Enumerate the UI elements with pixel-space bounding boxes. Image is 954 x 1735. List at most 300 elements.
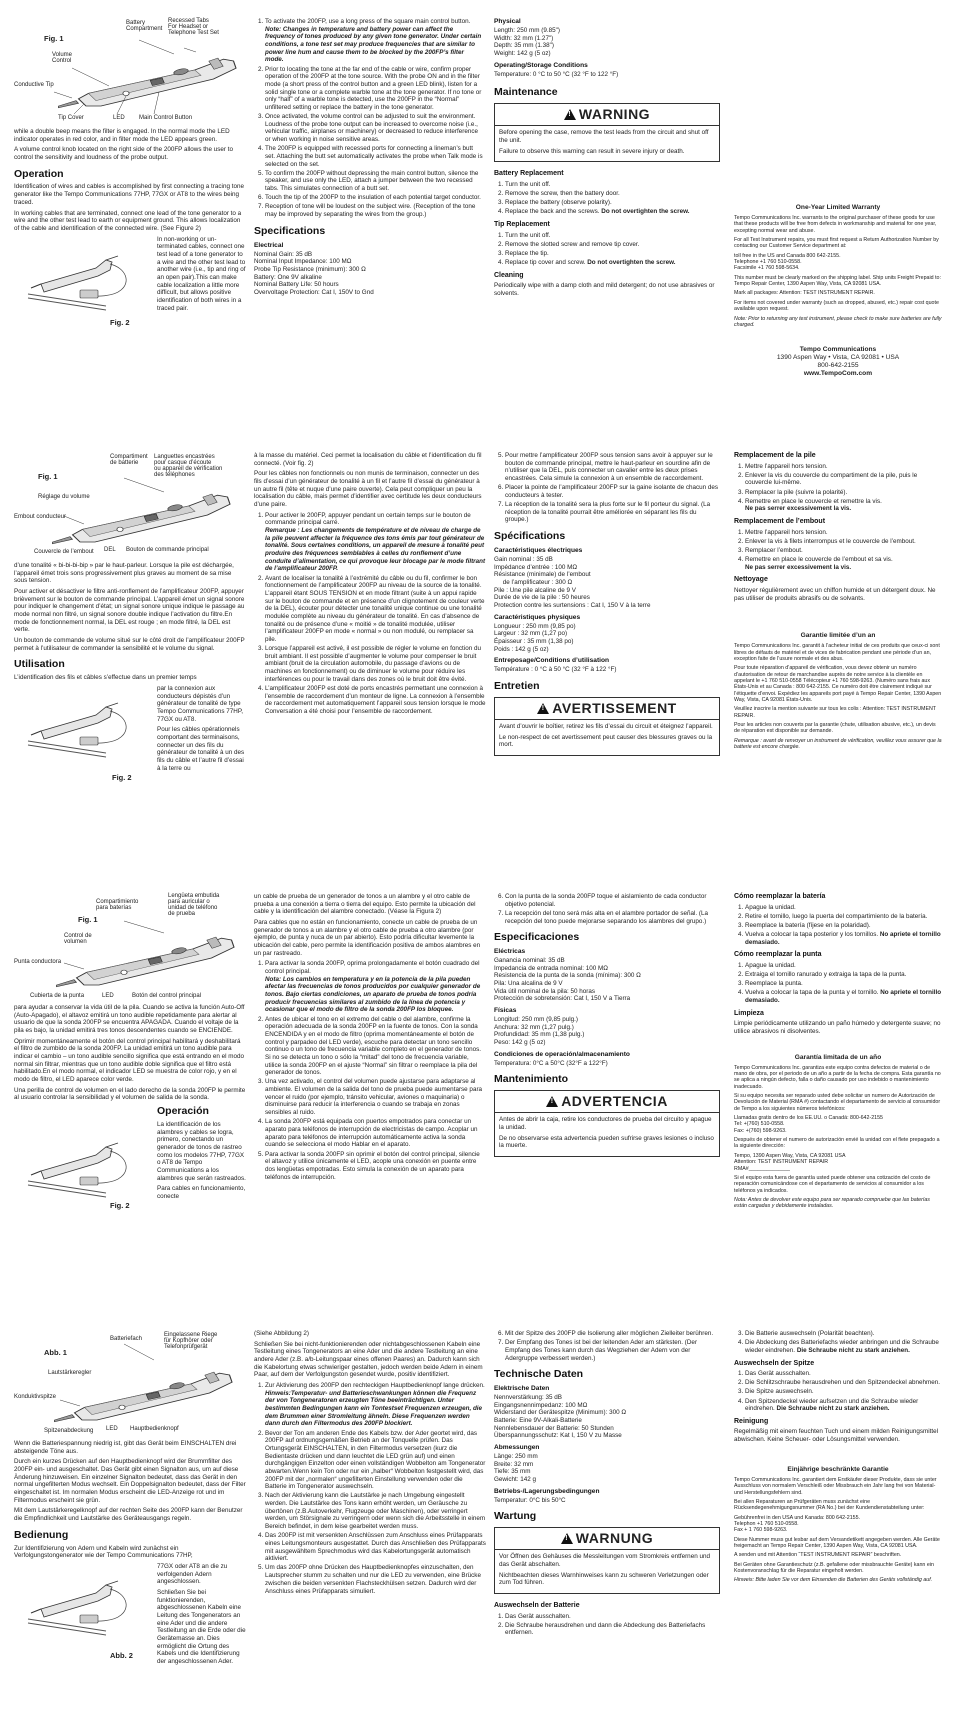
fr-column-4: [734, 452, 942, 754]
fr-spec: Impédance d’entrée : 100 MΩ: [494, 563, 578, 571]
de-warning-text-2: Nichtbeachten dieses Warnhinweises kann zu schweren Verletzungen oder zum Tod führen.: [499, 1571, 709, 1587]
de-warranty-note: Hinweis: Bitte laden Sie vor dem Einsenden die Batterien des Geräts vollständig auf.: [734, 1577, 933, 1584]
es-battery-step: 2. Retire el tornillo, luego la puerta del compartimiento de la batería.: [745, 913, 942, 921]
de-warranty-p: Bei Geräten ohne Garantieschutz (z.B. gefallene oder missbrauchte Geräte) kann ein Kostenvoranschlag für die Reparatur eingeholt werden.: [734, 1561, 934, 1574]
fr-step-7: 7. La réception de la tonalité sera la plus forte sur le fil porteur du signal. (La réception de la tonalité pourrait être améliorée en séparant les fils du groupe.): [505, 501, 720, 524]
de-conditions-heading: Betriebs-/Lagerungsbedingungen: [494, 1487, 600, 1495]
en-intro: while a double beep means the filter is engaged. In the normal mode the LED indicator operates in red color, and in filter mode the LED appears green.: [14, 128, 230, 143]
fr-tip-caution: Ne pas serrer excessivement la vis.: [745, 563, 852, 571]
fr-spec: Épaisseur : 35 mm (1,38 po): [494, 637, 574, 645]
fr-usage-heading: Utilisation: [14, 658, 65, 671]
en-battery-caution: Do not overtighten the screw.: [601, 208, 690, 216]
en-tip-list: [494, 232, 720, 267]
en-tip-step: 1. Turn the unit off.: [505, 232, 720, 240]
de-step-1: [265, 1382, 486, 1428]
de-operation-3: Schließen Sie bei funktionierenden, abgeschlossenen Kabeln eine Leitung des Tongenerators an eine Ader und die andere Testleitung an die Erde oder die Gerätemasse an. Dies ermöglicht die Ortung des Kabels und die Identifizierung der angeschlossenen Ader.: [157, 1588, 246, 1665]
fr-step-5: 5. Pour mettre l’amplificateur 200FP sous tension sans avoir à appuyer sur le bouton de commande principal, mettre le haut-parleur en sourdine afin de n’utiliser que la DEL, puis connecter un cavalier entre les deux prises encastrées. Cela simule la connexion à un ensemble de raccordement.: [505, 452, 720, 483]
es-figure-1-title: Fig. 1: [78, 915, 98, 924]
es-step-1-text: Para activar la sonda 200FP, oprima prolongadamente el botón cuadrado del control principal.: [265, 960, 480, 976]
es-figure-1-probe-diagram: [14, 893, 246, 1005]
de-label-volume: Lautstärkeregler: [48, 1370, 92, 1376]
de-operation-heading: Bedienung: [14, 1528, 69, 1541]
es-step-4: 4. La sonda 200FP está equipada con puertos empotrados para conectar un aparato para teléfonos de interrupción de electricistas de campo. Acoplar un aparato para teléfonos de interrupción automáticamente activa la sonda cuando se selecciona el modo Hablar en el aparato.: [265, 1118, 486, 1149]
es-warranty-p: Llamadas gratis dentro de los EE.UU. o Canadá: 800-642-2155 Tel: +(760) 510-0558. Fax: +(760) 598-9263.: [734, 1115, 883, 1134]
es-label-recessed: Lengüeta embutida para auricular o unidad de teléfono de prueba: [168, 893, 220, 917]
de-maintenance-heading: Wartung: [494, 1510, 537, 1523]
fr-battery-step: 1. Mettre l’appareil hors tension.: [745, 463, 942, 471]
es-warranty-p: Si el equipo esta fuera de garantía usted puede obtener una cotización del costo de reparación comunicándose con el departamento de servicios al consumidor a los teléfonos ya indicados.: [734, 1174, 931, 1194]
en-operation-1: Identification of wires and cables is accomplished by first connecting a tracing tone generator like the Tempo Communications 77HP, 77GX or AT8 to the wires being traced.: [14, 183, 244, 206]
es-label-conductive: Punta conductora: [14, 959, 62, 965]
es-warranty-heading: Garantía limitada de un año: [794, 1053, 882, 1061]
fr-tip-step: [745, 556, 942, 571]
en-step-4: 4. The 200FP is equipped with recessed ports for connecting a lineman’s butt set. Attaching the butt set automatically activates the probe when Talk mode is selected on the set.: [265, 145, 484, 168]
es-cleaning-heading: Limpieza: [734, 1009, 764, 1017]
fr-warning-word: AVERTISSEMENT: [552, 699, 677, 716]
es-note: Nota: Los cambios en temperatura y en la potencia de la pila pueden afectar las frecuencias de tonos producidos por cualquier generador de tonos. Bajo ciertas condiciones, un aparato de prueba de tonos podría producir frecuencias similares al zumbido de la línea de potencia y ocasionar que el modo de filtro de la sonda 200FP los bloquee.: [265, 975, 481, 1014]
es-step-2: 2. Antes de ubicar el tono en el extremo del cable o del alambre, confirme la operación adecuada de la sonda 200FP en la fuente de tonos. Con la sonda ENCENDIDA y en el modo de filtro (oprima momentáneamente el botón de control y parpadeo del LED verde), escuche para detectar un tono sencillo continuo o un tono de frecuencia variable completo en el generador de tonos. Si no se detecta un tono o sólo la “mitad” del tono de frecuencia variable, utilice la sonda 200FP en el ajuste “Normal” sin filtrar o reemplace la pila del generador de tonos.: [265, 1016, 486, 1077]
fr-step-6: 6. Placer la pointe de l’amplificateur 200FP sur la gaine isolante de chacun des conducteurs à tester.: [505, 484, 720, 499]
es-operation-1: La identificación de los alambres y cables se logra, primero, conectando un generador de tonos de rastreo como los modelos 77HP, 77GX o AT8 de Tempo Communications a los alambres que serán rastreados.: [157, 1120, 246, 1182]
label-main-control-button: Main Control Button: [139, 115, 193, 121]
es-electrical-heading: Eléctricas: [494, 947, 526, 955]
en-warranty-p: For items not covered under warranty (such as dropped, abused, etc.) repair cost quote available upon request.: [734, 299, 939, 313]
en-warranty-note: Note: Prior to returning any test instrument, please check to make sure batteries are fully charged.: [734, 315, 942, 328]
en-electrical-heading: Electrical: [254, 241, 284, 249]
es-step-3: 3. Una vez activado, el control del volumen puede ajustarse para adaptarse al ambiente. El volumen de la salida del tono de prueba puede aumentarse para vencer el ruido (por ejemplo, tránsito vehicular, aviones o maquinaria) o disminuirse para reducir la interferencia o cuando se trabaja en zonas sensibles al ruido.: [265, 1078, 486, 1116]
fr-warning-text-2: Le non-respect de cet avertissement peut causer des blessures graves ou la mort.: [499, 733, 713, 749]
label-volume-control: Volume Control: [52, 52, 73, 64]
de-warning-word: WARNUNG: [575, 1530, 654, 1547]
de-warranty-p: Diese Nummer muss gut lesbar auf dem Versandetikett angegeben werden. Alle Geräte freigemacht an Tempo Repair Center, 1390 Aspen Way, Vista, CA 92081 USA.: [734, 1536, 940, 1549]
de-spec: Widerstand der Gerätespitze (Minimum): 300 Ω: [494, 1409, 627, 1417]
es-battery-step: 1. Apague la unidad.: [745, 904, 942, 912]
de-electrical-heading: Elektrische Daten: [494, 1384, 550, 1392]
en-cleaning-heading: Cleaning: [494, 271, 524, 279]
fr-usage-3: Pour les câbles opérationnels comportant des terminaisons, connecter un des fils du générateur de tonalité à un des fils du câble et l’autre fil d’essai à la terre ou: [157, 726, 245, 772]
de-continued-2: Schließen Sie bei nicht-funktionierenden oder nichtabgeschlossenen Kabeln eine Testleitung eines Tongenerators an eine Ader und die andere Testleitung an eine andere Ader (z.B. a/b-Leitungspaar eines offenen Paares) an. Dadurch kann sich die Kabelortung etwas schwieriger gestalten, jedoch werden beide Adern in einem Paar, auf dem der Verfolgungston gesendet wurde, positiv identifiziert.: [254, 1340, 483, 1379]
de-note: Hinweis:Temperatur- und Batterieschwankungen können die Frequenz der von Tongeneratoren erzeugten Töne beeinträchtigen. Unter bestimmten Bedingungen kann ein Tontestset Frequenzen erzeugen, die dem Brummen einer Stromleitung ähneln. Diese Frequenzen werden dann durch den Filtermodus des 200FP blockiert.: [265, 1389, 483, 1428]
es-operation-2: Para cables en funcionamiento, conecte: [157, 1185, 246, 1200]
de-procedure-list-continued: [494, 1330, 720, 1362]
fr-warranty-p: Pour toute réparation d’appareil de vérification, vous devez obtenir un numéro d’autorisation de retour de marchandise auprès de notre service à la clientèle en appelant le +1 760 510-0558 Télécopieur +1 760 598-9263. (Numéro sans frais aux États-Unis et au Canada : 800 642-2155. Ce numéro doit être clairement indiqué sur l’étiquette d’envoi. Expédiez les appareils port payé à Tempo Repair Center, 1390 Aspen Way, Vista, CA 92081 États-Unis.: [734, 665, 942, 704]
es-tip-step: [745, 989, 942, 1004]
de-step-1-text: Zur Aktivierung des 200FP den rechteckigen Hauptbedienknopf lange drücken.: [265, 1382, 485, 1390]
en-column-4: [734, 200, 942, 378]
fr-battery-caution: Ne pas serrer excessivement la vis.: [745, 505, 852, 513]
es-specifications-heading: Especificaciones: [494, 931, 580, 944]
de-step-6: 6. Mit der Spitze des 200FP die Isolierung aller möglichen Zielleiter berühren.: [505, 1330, 720, 1338]
de-step-3: 3. Nach der Aktivierung kann die Lautstärke je nach Umgebung eingestellt werden. Die Lautstärke des Tons kann erhöht werden, um Geräusche zu übertönen (z.B.Autoverkehr, Flugzeuge oder Maschinen), oder verringert werden, um Störsignale zu verringern oder wenn sich die Arbeitsstelle in einem Bereich befindet, in dem leise gearbeitet werden muss.: [265, 1492, 486, 1530]
fr-tip-step: 1. Mettre l’appareil hors tension.: [745, 529, 942, 537]
es-column-3: [494, 893, 720, 1165]
fr-step-1-text: Pour activer le 200FP, appuyer pendant un certain temps sur le bouton de commande principal carré.: [265, 511, 471, 527]
de-continued-1: (Siehe Abbildung 2): [254, 1330, 309, 1337]
figure-1-probe-diagram: [14, 18, 244, 130]
spanish-section: [0, 893, 954, 1313]
de-figure-1-probe-diagram: [14, 1330, 246, 1440]
de-warranty-heading: Einjährige beschränkte Garantie: [787, 1465, 889, 1473]
de-battery-step: 3. Die Batterie auswechseln (Polarität beachten).: [745, 1330, 942, 1338]
es-physical-heading: Físicas: [494, 1007, 517, 1015]
de-tip-step: 3. Die Spitze auswechseln.: [745, 1388, 942, 1396]
german-section: [0, 1330, 954, 1735]
es-probe-illustration: [14, 893, 246, 1005]
fr-usage-2: par la connexion aux conducteurs dépistés d’un générateur de tonalité de type Tempo Communications 77HP, 77GX ou AT8.: [157, 684, 243, 723]
es-intro: para ayudar a conservar la vida útil de la pila. Cuando se activa la función Auto-Off (Auto-Apagado), el altavoz emitirá un tono audible repetidamente para alertar al usuario de que la sonda 200FP se encuentra APAGADA. Cuando el voltaje de la pila es bajo, la unidad emitirá tres tonos descendentes cuando se ENCIENDE.: [14, 1004, 245, 1035]
es-volume-paragraph: Una perilla de control de volumen en el lado derecho de la sonda 200FP le permite al usuario controlar la sensibilidad y el volumen de salida de la sonda.: [14, 1086, 246, 1102]
de-column-1: [14, 1440, 246, 1683]
de-warning-box: [494, 1527, 720, 1594]
de-label-tip-cover: Spitzenabdeckung: [44, 1428, 94, 1434]
es-warning-word: ADVERTENCIA: [561, 1093, 668, 1110]
es-battery-caution: No apriete el tornillo demasiado.: [745, 931, 941, 946]
de-spec: Nennverstärkung: 35 dB: [494, 1394, 562, 1402]
fr-warning-box: [494, 697, 720, 756]
es-step-1: [265, 960, 486, 1014]
fr-column-1: [14, 562, 246, 795]
label-tip-cover: Tip Cover: [58, 115, 84, 121]
es-warranty-p: Después de obtener el numero de autorización envié la unidad con el flete prepagado a la siguiente dirección:: [734, 1137, 940, 1150]
es-filter-paragraph: Oprimir momentáneamente el botón del control principal habilitará y deshabilitará el filtro de zumbido de la sonda 200FP. La unidad emitirá un tono audible para indicar el cambio – un tono audible sencillo significa que está entrando en el modo normal sin filtrar, mientras que un tono audible doble significa que el filtro está habilitado.En el modo normal, el indicador LED se muestra de color rojo, y en el modo de filtro, el LED aparece color verde.: [14, 1037, 244, 1084]
es-warning-header: [495, 1091, 719, 1113]
de-tip-step: 1. Das Gerät ausschalten.: [745, 1370, 942, 1378]
es-operation-heading: Operación: [157, 1105, 209, 1118]
es-tip-step: 2. Extraiga el tornillo ranurado y extraiga la tapa de la punta.: [745, 971, 942, 979]
en-step-1-text: To activate the 200FP, use a long press of the square main control button.: [265, 18, 471, 25]
de-column-3: [494, 1330, 720, 1640]
fr-battery-step: [745, 498, 942, 513]
es-column-2: [254, 893, 486, 1184]
fr-step-2: 2. Avant de localiser la tonalité à l’extrémité du câble ou du fil, confirmer le bon fonctionnement de l’amplificateur 200FP au niveau de la source de la tonalité. L’appareil étant SOUS TENSION et en mode filtrant (suite à un appui rapide sur le bouton de commande et en présence d’un clignotement de couleur verte de la DEL), écouter pour détecter une tonalité unique continue ou une tonalité modulée complète au niveau du générateur de tonalité. En cas d’absence de tonalité ou de présence d’une « moitié » de tonalité modulée, utiliser l’amplificateur 200FP en mode « normal » ou non modulé, ou remplacer sa pile.: [265, 575, 486, 644]
de-tip-step: 2. Die Schlitzschraube herausdrehen und den Spitzendeckel abnehmen.: [745, 1379, 942, 1387]
de-step-4: 4. Das 200FP ist mit versenkten Anschlüssen zum Anschluss eines Prüfapparats eines Leitungsmonteurs ausgestattet. Durch das Anschließen des Prüfapparats mit ausgewähltem Sprechmodus wird das Kabelortungsgerät automatisch aktiviert.: [265, 1532, 486, 1563]
de-warning-text-1: Vor Öffnen des Gehäuses die Messleitungen vom Stromkreis entfernen und das Gerät abschalten.: [499, 1553, 710, 1569]
de-label-battery: Batteriefach: [110, 1336, 143, 1342]
de-battery-list: [494, 1613, 720, 1638]
de-spec: Breite: 32 mm: [494, 1460, 534, 1468]
en-operation-2: In working cables that are terminated, connect one lead of the tone generator to a wire and the other test lead to earth or equipment ground. This allows localization of the cable and identification of the connected wire. (See Figure 2): [14, 209, 242, 232]
de-spec: Tiefe: 35 mm: [494, 1468, 531, 1476]
en-column-1: [14, 128, 246, 336]
de-tip-caution: Die Schraube nicht zu stark anziehen.: [776, 1405, 890, 1413]
de-warranty-p: Bei allen Reparaturen an Prüfgeräten muss zunächst eine Rücksendegenehmigungsnummer (RA No.) bei der Kundendienstabteilung unter:: [734, 1498, 925, 1512]
warning-triangle-icon: [537, 703, 549, 714]
fr-spec: Largeur : 32 mm (1,27 po): [494, 630, 568, 638]
en-electrical-specs: [254, 251, 484, 297]
de-step-2: 2. Bevor der Ton am anderen Ende des Kabels bzw. der Ader geortet wird, das 200FP auf ordnungsgemäßen Betrieb an der Tonquelle prüfen. Das Ortungsgerät EINSCHALTEN, in den Filtermodus versetzen (kurz die Bedientaste drücken und dann leuchtet die LED grün auf) und einen durchgängigen Einzelton oder einen vollständigen Wobbelton am Tongenerator abwarten.Wenn kein Ton oder nur ein „halber“ Wobbelton festgestellt wird, das 200FP mit der „normalen“ ungefilterten Einstellung verwenden oder die Batterie im Tongenerator auswechseln.: [265, 1430, 486, 1491]
en-tip-step: 3. Replace the tip.: [505, 250, 720, 258]
de-label-led: LED: [106, 1426, 118, 1432]
fr-continued-1: à la masse du matériel. Ceci permet la localisation du câble et l’identification du fil connecté. (Voir fig. 2): [254, 452, 482, 467]
fr-figure-2-title: Fig. 2: [112, 772, 132, 782]
fr-volume-paragraph: Un bouton de commande de volume situé sur le côté droit de l’amplificateur 200FP permet à l’utilisateur de commander la sensibilité et le volume du signal.: [14, 637, 245, 652]
en-conditions-heading: Operating/Storage Conditions: [494, 61, 588, 69]
es-spec: Resistencia de la punta de la sonda (mínima): 300 Ω: [494, 972, 641, 980]
es-warning-text-2: De no observarse esta advertencia pueden sufrirse graves lesiones o incluso la muerte.: [499, 1134, 714, 1150]
de-spec: Eingangsnennimpedanz: 100 MΩ: [494, 1401, 588, 1409]
en-spec-weight: Weight: 142 g (5 oz): [494, 50, 551, 58]
de-step-5: 5. Um das 200FP ohne Drücken des Hauptbedienknopfes einzuschalten, den Lautsprecher stumm zu schalten und nur die LED zu verwenden, eine Brücke zwischen die beiden versenkten Flachsteckhülsen setzen. Dadurch wird der Anschluss eines Prüfapparats simuliert.: [265, 1564, 486, 1595]
es-battery-step-4-text: Vuelva a colocar la tapa posterior y los tornillos.: [745, 931, 880, 939]
fr-note: Remarque : Les changements de température et de niveau de charge de la pile peuvent affecter la fréquence des tons émis par tout générateur de tonalité. Sous certaines conditions, un appareil de mesure à tonalité peut produire des fréquences semblables à celles du ronflement d’une conduite d’alimentation, ce qui provoque leur blocage par le mode filtrant de l’amplificateur 200FP.: [265, 527, 486, 573]
en-volume-paragraph: A volume control knob located on the right side of the 200FP allows the user to control the sensitivity and loudness of the probe output.: [14, 146, 234, 162]
fr-battery-step-4-text: Remettre en place le couvercle et remettre la vis.: [745, 497, 882, 505]
fr-step-4: 4. L’amplificateur 200FP est doté de ports encastrés permettant une connexion à l’ensemble de raccordement d’un monteur de ligne. La connexion à l’ensemble de raccordement met automatiquement l’appareil sous tension lorsque le mode Conversation a été choisi pour l’ensemble de raccordement.: [265, 685, 486, 716]
fr-column-2: [254, 452, 486, 719]
company-name: Tempo Communications: [799, 346, 877, 354]
de-spec: Batterie: Eine 9V-Alkali-Batterie: [494, 1417, 582, 1425]
warning-triangle-icon: [564, 109, 576, 120]
de-physical-heading: Abmessungen: [494, 1444, 540, 1452]
de-probe-illustration: [14, 1330, 246, 1440]
fr-label-conductive: Embout conducteur: [14, 514, 67, 520]
fr-conditions-heading: Entreposage/Conditions d’utilisation: [494, 657, 610, 665]
en-spec-battery-life: Nominal Battery Life: 50 hours: [254, 281, 339, 289]
fr-probe-illustration: [14, 452, 246, 562]
de-specifications-heading: Technische Daten: [494, 1368, 584, 1381]
de-tip-step-4-text: Den Spitzendeckel wieder aufsetzen und die Schraube wieder eindrehen.: [745, 1397, 919, 1413]
fr-battery-list: [734, 463, 942, 514]
es-label-main-button: Botón del control principal: [132, 993, 202, 999]
fr-spec: Longueur : 250 mm (9,85 po): [494, 622, 576, 630]
fr-figure-1-title: Fig. 1: [38, 472, 58, 481]
fr-step-1: [265, 512, 486, 573]
de-battery-step-4-text: Die Abdeckung des Batteriefachs wieder anbringen und die Schraube wieder eindrehen.: [745, 1339, 939, 1354]
fr-warranty-p: Veuillez inscrire la mention suivante sur tous les colis : Attention: TEST INSTRUMENT REPAIR.: [734, 706, 936, 719]
en-warranty-text: [734, 215, 942, 328]
fr-filter-paragraph: Pour activer et désactiver le filtre anti-ronflement de l’amplificateur 200FP, appuyer brièvement sur le bouton de commande principal. L’appareil émet un signal sonore pour indiquer le changement d’état; un signal sonore unique indique le passage au mode normal non filtré, un signal sonore double indique l’activation du filtre.En mode de fonctionnement normal, la DEL est rouge ; en mode filtré, la DEL est verte.: [14, 588, 245, 634]
de-column-2: [254, 1330, 486, 1598]
en-column-2: [254, 18, 484, 297]
fr-cleaning-text: Nettoyer régulièrement avec un chiffon humide et un détergent doux. Ne pas utiliser de produits abrasifs ou de solvants.: [734, 586, 936, 602]
en-step-7: 7. Reception of tone will be loudest on the subject wire. (Reception of the tone may be improved by separating the wires from the group.): [265, 203, 484, 218]
en-warranty-p: This number must be clearly marked on the shipping label. Ship units Freight Prepaid to: Tempo Repair Center, 1390 Aspen Way, Vista, CA 92081 USA.: [734, 274, 941, 288]
fr-figure-2-illustration: [14, 685, 144, 785]
fr-label-recessed: Languettes encastrées pour casque d’écoute ou appareil de vérification des téléphones: [154, 454, 223, 478]
en-tip-heading: Tip Replacement: [494, 221, 550, 229]
fr-physical-heading: Caractéristiques physiques: [494, 613, 581, 621]
english-section: [0, 0, 954, 430]
en-battery-heading: Battery Replacement: [494, 170, 564, 178]
fr-warranty-note: Remarque : avant de renvoyer un instrument de vérification, veuillez vous assurer que la batterie est encore chargée.: [734, 737, 942, 751]
es-tip-caution: No apriete el tornillo demasiado.: [745, 989, 942, 1005]
es-spec: Vida útil nominal de la pila: 50 horas: [494, 987, 596, 995]
de-operation-2: 77GX oder AT8 an die zu verfolgenden Adern angeschlossen.: [157, 1562, 228, 1586]
es-continued-1: un cable de prueba de un generador de tonos a un alambre y el otro cable de prueba a una conexión a tierra o tierra del equipo. Esto permite la ubicación del cable y la identificación del alambre conectado. (Véase la Figura 2): [254, 893, 476, 916]
de-spec: Länge: 250 mm: [494, 1453, 538, 1461]
es-battery-step: [745, 931, 942, 946]
fr-warranty-p: Pour les articles non couverts par la garantie (chute, utilisation abusive, etc.), un devis de réparation est disponible sur demande.: [734, 722, 936, 735]
fr-tip-list: [734, 529, 942, 572]
de-spec: Nennlebensdauer der Batterie: 50 Stunden: [494, 1424, 614, 1432]
en-tip-step: 2. Remove the slotted screw and remove tip cover.: [505, 241, 720, 249]
en-procedure-list: [254, 18, 484, 219]
fr-procedure-list-continued: [494, 452, 720, 524]
de-spec: Überspannungsschutz: Kat I, 150 V zu Masse: [494, 1432, 622, 1440]
en-step-2: 2. Prior to locating the tone at the far end of the cable or wire, confirm proper operation of the 200FP at the tone source. With the probe ON and in the filter mode (a short press of the control button and a green LED blink), listen for a solid single tone or a complete warble tone at the tone generator. If no tone or only “half” of a warble tone is detected, use the 200FP in the “Normal” unfiltered setting or replace the battery in the tone generator.: [265, 66, 484, 112]
es-figure-2-illustration: [14, 1125, 144, 1235]
es-cleaning-text: Limpie periódicamente utilizando un paño húmedo y detergente suave; no utilice abrasivos ni disolventes.: [734, 1020, 941, 1035]
es-spec: Ganancia nominal: 35 dB: [494, 957, 565, 965]
fr-maintenance-heading: Entretien: [494, 680, 540, 692]
fr-cleaning-heading: Nettoyage: [734, 576, 768, 584]
fr-intro: d’une tonalité « bi-bi-bi-bip » par le haut-parleur. Lorsque la pile est déchargée, l’appareil émet trois sons progressivement plus graves au moment de sa mise sous tension.: [14, 562, 234, 585]
de-column-4: [734, 1330, 942, 1587]
de-warranty-text: [734, 1477, 942, 1584]
de-cleaning-heading: Reinigung: [734, 1417, 769, 1425]
en-spec-overvoltage: Overvoltage Protection: Cat I, 150V to Gnd: [254, 288, 374, 296]
fr-spec: Poids : 142 g (5 oz): [494, 645, 549, 653]
de-label-conductive: Konduktivspitze: [14, 1394, 57, 1400]
de-intro: Wenn die Batteriespannung niedrig ist, gibt das Gerät beim EINSCHALTEN drei absteigende Töne aus.: [14, 1440, 237, 1455]
de-label-main-button: Hauptbedienknopf: [130, 1426, 179, 1432]
es-column-4: [734, 893, 942, 1213]
company-website-link[interactable]: www.TempoCom.com: [803, 370, 873, 378]
es-maintenance-heading: Mantenimiento: [494, 1073, 569, 1086]
probe-illustration: [14, 18, 244, 130]
es-step-5: 5. Para activar la sonda 200FP sin oprimir el botón del control principal, silencie el altavoz y utilice únicamente el LED, acople una conexión en puente entre dos lengüetas empotradas. Esto simula la conexión de un aparato para teléfonos de interrupción.: [265, 1151, 486, 1182]
fr-continued-2: Pour les câbles non fonctionnels ou non munis de terminaison, connecter un des fils d’essai d’un générateur de tonalité à un fil et l’autre fil d’essai du générateur à un autre fil (tête et nuque d’une paire ouverte). Cela peut compliquer un peu la localisation du câble, mais permet d’identifier avec certitude les deux conducteurs d’une paire.: [254, 470, 482, 509]
es-spec-temperature: Temperatura: 0°C a 50°C (32°F a 122°F): [494, 1059, 608, 1067]
fr-spec: Résistance (minimale) de l’embout: [494, 571, 591, 579]
es-spec: Profundidad: 35 mm (1,38 pulg.): [494, 1031, 585, 1039]
es-conditions-heading: Condiciones de operación/almacenamiento: [494, 1050, 630, 1058]
fr-specifications-heading: Spécifications: [494, 530, 566, 543]
es-spec: Pila: Una alcalina de 9 V: [494, 980, 563, 988]
de-label-recessed: Eingelassene Riege für Kopfhörer oder Telefonprüfgerät: [164, 1332, 218, 1350]
de-figure-2-illustration: [14, 1563, 144, 1663]
es-tip-heading: Cómo reemplazar la punta: [734, 951, 822, 959]
en-warning-box: [494, 103, 720, 162]
es-figure-2-title: Fig. 2: [110, 1201, 130, 1211]
fr-column-3: [494, 452, 720, 764]
en-spec-gain: Nominal Gain: 35 dB: [254, 250, 313, 258]
de-warranty-p: A senden und mit Attention “TEST INSTRUMENT REPAIR” beschriften.: [734, 1552, 902, 1559]
de-figure-1-title: Abb. 1: [44, 1348, 67, 1357]
de-tip-list: [734, 1370, 942, 1413]
warning-triangle-icon: [546, 1096, 558, 1107]
en-note: Note: Changes in temperature and battery power can affect the frequency of tones produced by any given tone generator. Under certain conditions, a tone test set may produce frequencies that are similar to power line hum and cause them to be blocked by the 200FP’s filter mode.: [265, 25, 482, 64]
en-maintenance-heading: Maintenance: [494, 86, 558, 99]
warning-triangle-icon: [561, 1533, 573, 1544]
en-battery-list: [494, 181, 720, 216]
en-spec-temperature: Temperature: 0 °C to 50 °C (32 °F to 122 °F): [494, 70, 619, 78]
fr-tip-heading: Remplacement de l’embout: [734, 518, 826, 526]
es-label-volume: Control de volumen: [64, 933, 92, 945]
fr-figure-1-probe-diagram: [14, 452, 246, 562]
fr-spec: de l’amplificateur : 300 Ω: [494, 578, 573, 586]
de-spec-temperature: Temperatur: 0°C bis 50°C: [494, 1496, 566, 1504]
es-procedure-list-continued: [494, 893, 720, 925]
fr-warning-text-1: Avant d’ouvrir le boîtier, retirez les fils d’essai du circuit et éteignez l’appareil.: [499, 722, 713, 730]
de-procedure-list: [254, 1382, 486, 1595]
fr-label-tip-cover: Couvercle de l’embout: [34, 549, 94, 555]
es-warning-text-1: Antes de abrir la caja, retire los conductores de prueba del circuito y apague la unidad.: [499, 1116, 712, 1132]
fr-spec-temperature: Température : 0 °C à 50 °C (32 °F à 122 °F): [494, 666, 617, 674]
en-tip-caution: Do not overtighten the screw.: [587, 259, 676, 267]
en-spec-tip-resistance: Probe Tip Resistance (minimum): 300 Ω: [254, 265, 366, 273]
de-filter-paragraph: Durch ein kurzes Drücken auf den Hauptbedienknopf wird der Brummfilter des 200FP ein- und ausgeschaltet. Das Gerät gibt einen Signalton aus, um auf diese Änderung hinzuweisen. Ein einzelner Signalton bedeutet, dass das Gerät in den normal ungefilterten Modus wechselt. Ein Doppelsignalton bedeutet, dass der Filter eingeschaltet ist. Im normalen Modus erscheint die LED-Anzeige rot und im Filtermodus erscheint sie grün.: [14, 1458, 246, 1504]
fr-warranty-heading: Garantie limitée d’un an: [800, 632, 876, 640]
en-step-6: 6. Touch the tip of the 200FP to the insulation of each potential target conductor.: [265, 194, 484, 202]
fr-label-volume: Réglage du volume: [38, 494, 90, 500]
de-spec: Gewicht: 142 g: [494, 1476, 537, 1484]
es-warranty-note: Nota: Antes de devolver este equipo para ser reparado compruebe que las baterías están cargadas y debidamente instaladas.: [734, 1196, 930, 1210]
en-battery-step: 3. Replace the battery (observe polarity).: [505, 199, 720, 207]
fr-battery-heading: Remplacement de la pile: [734, 452, 816, 459]
es-warranty-p: Tempo Communications Inc. garantiza este equipo contra defectos de material o de mano de obra, por el periodo de un año a partir de la fecha de compra. Esta garantía no se aplica a ningún defecto, falla o daño causado por uso indebido o mantenimiento inadecuado.: [734, 1064, 941, 1090]
fr-battery-step: 3. Remplacer la pile (suivre la polarité).: [745, 489, 942, 497]
de-cleaning-text: Regelmäßig mit einem feuchten Tuch und einem milden Reinigungsmittel abwischen. Keine Scheuer- oder Lösungsmittel verwenden.: [734, 1428, 939, 1444]
label-led: LED: [113, 115, 125, 121]
en-warning-text-2: Failure to observe this warning can result in severe injury or death.: [499, 147, 685, 155]
es-column-1: [14, 1004, 246, 1235]
de-figure-2-title: Abb. 2: [110, 1650, 133, 1660]
es-tip-step: 3. Reemplace la punta.: [745, 980, 942, 988]
es-battery-list: [734, 904, 942, 947]
es-warranty-p: Si su equipo necesita ser reparado usted debe solicitar un numero de Autorización de Devolución de Material (RMA #) contactando el departamento de servicio al consumidor de Tempo a los siguientes números telefónicos:: [734, 1093, 941, 1112]
label-conductive-tip: Conductive Tip: [14, 82, 54, 88]
de-battery-list-continued: [734, 1330, 942, 1355]
es-battery-heading: Cómo reemplazar la batería: [734, 893, 826, 900]
fr-electrical-heading: Caractéristiques électriques: [494, 546, 583, 554]
en-spec-depth: Depth: 35 mm (1.38"): [494, 42, 554, 50]
de-volume-paragraph: Mit dem Lautstärkeregelknopf auf der rechten Seite des 200FP kann der Benutzer die Empfindlichkeit und Lautstärke des Geräteausgangs regeln.: [14, 1507, 243, 1523]
es-warranty-text: [734, 1065, 942, 1210]
es-battery-step: 3. Reemplace la batería (fíjese en la polaridad).: [745, 922, 942, 930]
es-tip-step: 1. Apague la unidad.: [745, 962, 942, 970]
es-label-led: LED: [102, 993, 114, 999]
fr-spec: Protection contre les surtensions : Cat I, 150 V à la terre: [494, 601, 651, 609]
company-street: 1390 Aspen Way • Vista, CA 92081 • USA: [776, 354, 900, 362]
es-tip-list: [734, 962, 942, 1005]
de-battery-caution: Die Schraube nicht zu stark anziehen.: [796, 1346, 910, 1354]
en-battery-step-4-text: Replace the back and the screws.: [505, 208, 602, 216]
es-label-battery: Compartimiento para baterías: [96, 899, 139, 911]
es-continued-2: Para cables que no están en funcionamiento, conecte un cable de prueba de un generador de tonos a un alambre y el otro cable de prueba a otro alambre (por ejemplo, de punta y nuca de un par abierto). Esto podría dificultar levemente la ubicación del cable, pero permite la identificación positiva de ambos alambres en un par rastreado.: [254, 919, 481, 957]
en-warranty-p: Tempo Communications Inc. warrants to the original purchaser of these goods for use that these products will be free from defects in workmanship and material for one year, excepting normal wear and abuse.: [734, 215, 937, 234]
en-battery-step: 1. Turn the unit off.: [505, 181, 720, 189]
es-step-6: 6. Con la punta de la sonda 200FP toque el aislamiento de cada conductor objetivo potencial.: [505, 893, 720, 908]
en-warranty-p: For all Test Instrument repairs, you must first request a Return Authorization Number by contacting our Customer Service department at:: [734, 237, 939, 250]
es-step-7: 7. La recepción del tono será más alta en el alambre portador de señal. (La recepción del tono puede mejorarse separando los alambres del grupo.): [505, 910, 720, 925]
en-specifications-heading: Specifications: [254, 224, 326, 237]
en-step-5: 5. To confirm the 200FP without depressing the main control button, silence the speaker, and use only the LED, attach a jumper between the two recessed tabs. This simulates connection of a butt set.: [265, 170, 484, 193]
en-battery-step: [505, 208, 720, 216]
en-battery-step: 2. Remove the screw, then the battery door.: [505, 190, 720, 198]
fr-warranty-p: Tempo Communications Inc. garantit à l’acheteur initial de ces produits que ceux-ci sont libres de défauts de matériel et de vices de fabrication pendant une période d’un an, exception faite de l’usure normale et des abus.: [734, 643, 940, 663]
en-tip-step: [505, 259, 720, 267]
de-battery-step: [745, 1339, 942, 1354]
en-warranty-p: Mark all packages: Attention: TEST INSTRUMENT REPAIR.: [734, 290, 875, 297]
fr-usage-1: L’identification des fils et câbles s’effectue dans un premier temps: [14, 674, 197, 682]
fr-label-main-button: Bouton de commande principal: [126, 547, 209, 553]
de-warranty-p: Gebührenfrei in den USA und Kanada: 800 642-2155. Telephon +1 760 510-0558. Fax + 1 760 598-9263.: [734, 1514, 861, 1534]
fr-battery-step: 2. Enlever la vis du couvercle du compartiment de la pile, puis le couvercle lui-même.: [745, 472, 942, 487]
fr-spec: Durée de vie de la pile : 50 heures: [494, 594, 590, 602]
en-cleaning-text: Periodically wipe with a damp cloth and mild detergent; do not use abrasives or solvents.: [494, 282, 715, 297]
en-spec-width: Width: 32 mm (1.27"): [494, 34, 554, 42]
en-spec-battery: Battery: One 9V alkaline: [254, 273, 322, 281]
french-section: [0, 452, 954, 872]
fr-warranty-text: [734, 643, 942, 750]
fr-spec: Pile : Une pile alcaline de 9 V: [494, 586, 576, 594]
de-warranty-p: Tempo Communications Inc. garantiert dem Erstkäufer dieser Produkte, dass sie unter Ausschluss von normalem Verschleiß oder Missbrauch ein Jahr lang frei von Material- und Herstellungsfehlern sind.: [734, 1476, 937, 1496]
es-spec: Impedancia de entrada nominal: 100 MΩ: [494, 964, 608, 972]
de-operation-1: Zur Identifizierung von Adern und Kabeln wird zunächst ein Verfolgungstongenerator wie der Tempo Communications 77HP,: [14, 1544, 193, 1560]
fr-tip-step: 3. Remplacer l’embout.: [745, 547, 942, 555]
